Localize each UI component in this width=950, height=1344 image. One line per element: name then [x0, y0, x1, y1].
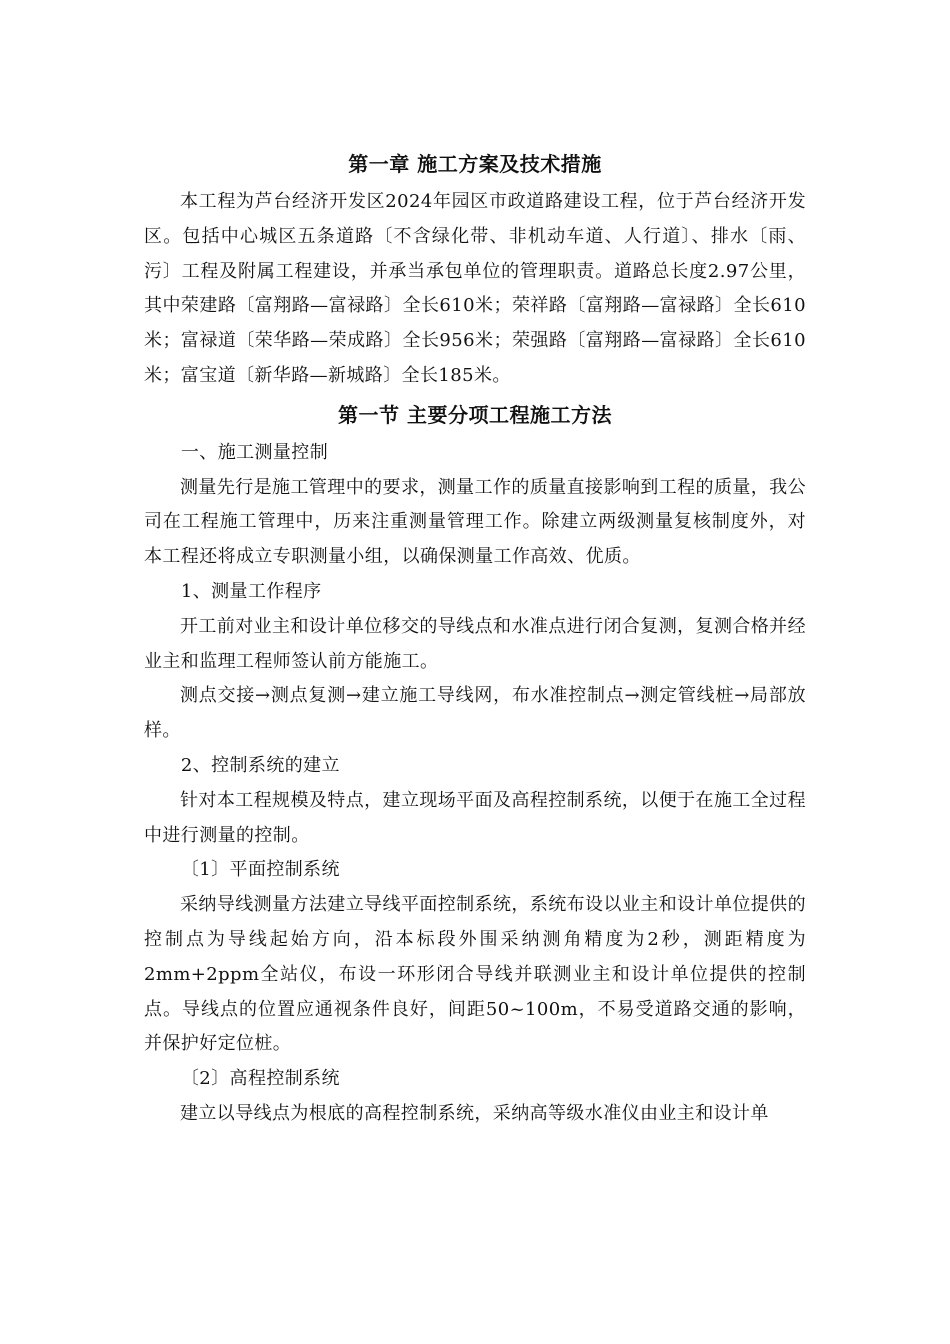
intro-paragraph: 本工程为芦台经济开发区2024年园区市政道路建设工程，位于芦台经济开发区。包括中心城区五条道路〔不含绿化带、非机动车道、人行道〕、排水〔雨、污〕工程及附属工程建设，并承当承包单位的管理职责。道路总长度2.97公里，其中荣建路〔富翔路—富禄路〕全长610米；荣祥路〔富翔路—富禄路〕全长610米；富禄道〔荣华路—荣成路〕全长956米；荣强路〔富翔路—富禄路〕全长610米；富宝道〔新华路—新城路〕全长185米。	[144, 191, 806, 386]
paragraph-retest: 开工前对业主和设计单位移交的导线点和水准点进行闭合复测，复测合格并经业主和监理工程师签认前方能施工。	[144, 615, 806, 672]
document-page	[144, 143, 806, 1132]
paragraph-elevation-control: 建立以导线点为根底的高程控制系统，采纳高等级水准仪由业主和设计单	[180, 1102, 769, 1124]
paragraph-procedure-flow: 测点交接→测点复测→建立施工导线网，布水准控制点→测定管线桩→局部放样。	[144, 685, 806, 742]
chapter-title: 第一章 施工方案及技术措施	[348, 152, 602, 176]
subheading-survey-control: 一、施工测量控制	[180, 441, 329, 463]
paragraph-survey-first: 测量先行是施工管理中的要求，测量工作的质量直接影响到工程的质量，我公司在工程施工管理中，历来注重测量管理工作。除建立两级测量复核制度外，对本工程还将成立专职测量小组，以确保测量工作高效、优质。	[144, 476, 806, 568]
paragraph-control-system: 针对本工程规模及特点，建立现场平面及高程控制系统，以便于在施工全过程中进行测量的控制。	[144, 789, 806, 846]
section-title: 第一节 主要分项工程施工方法	[338, 402, 612, 427]
subheading-elevation-control: 〔2〕高程控制系统	[180, 1068, 340, 1090]
subheading-survey-procedure: 1、测量工作程序	[180, 580, 322, 602]
paragraph-plane-control: 采纳导线测量方法建立导线平面控制系统，系统布设以业主和设计单位提供的控制点为导线起始方向，沿本标段外围采纳测角精度为2秒，测距精度为2mm+2ppm全站仪，布设一环形闭合导线并联测业主和设计单位提供的控制点。导线点的位置应通视条件良好，间距50~100m，不易受道路交通的影响，并保护好定位桩。	[144, 894, 806, 1055]
subheading-plane-control: 〔1〕平面控制系统	[180, 859, 340, 881]
subheading-control-system: 2、控制系统的建立	[180, 754, 340, 776]
